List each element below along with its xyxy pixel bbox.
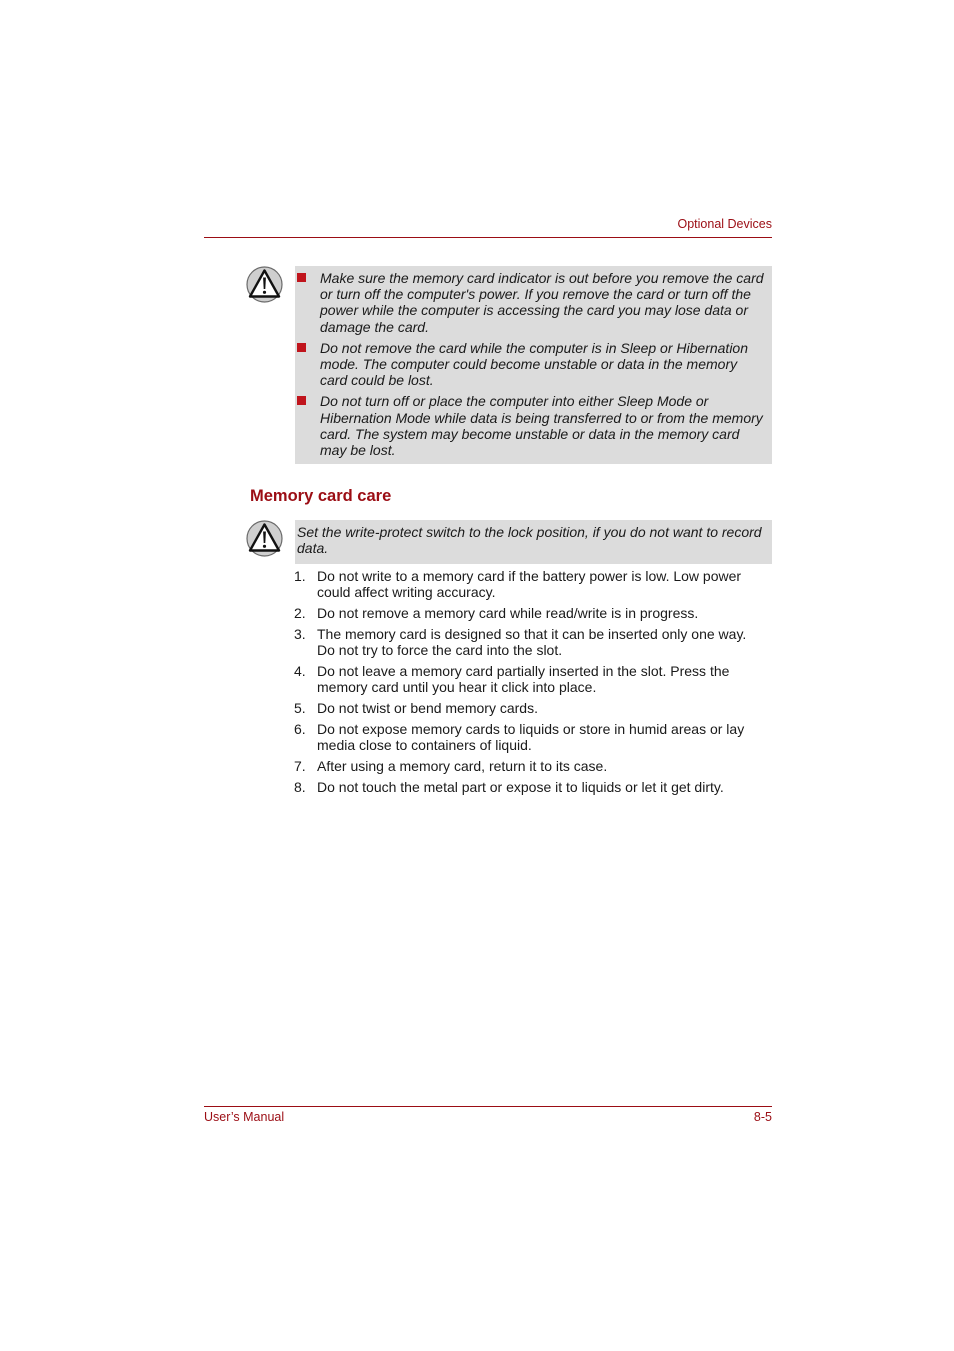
caution-bullet-item <box>295 340 768 389</box>
list-number: 3. <box>294 625 306 642</box>
caution-bullet-item <box>295 393 768 458</box>
list-number: 7. <box>294 758 306 775</box>
memory-care-list <box>294 568 764 800</box>
list-number: 4. <box>294 663 306 680</box>
list-item <box>294 626 764 658</box>
caution-bullet-text: Do not turn off or place the computer into either Sleep Mode or Hibernation Mode while data is being transferred to or from the memory card. The system may become unstable or data in the memory card may be lost. <box>320 393 763 459</box>
list-number: 6. <box>294 721 306 738</box>
caution-note-text: Set the write-protect switch to the lock position, if you do not want to record data. <box>297 524 762 557</box>
caution-bullet-text: Make sure the memory card indicator is out before you remove the card or turn off the computer's power. If you remove the card or turn off the power while the computer is accessing the card you may lose data or damage the card. <box>320 270 764 335</box>
caution-triangle-icon <box>246 520 283 557</box>
page-number: 8-5 <box>753 1110 772 1124</box>
caution-bullet-item <box>295 270 768 335</box>
caution-bullet-text: Do not remove the card while the computer is in Sleep or Hibernation mode. The computer could become unstable or data in the memory card could be lost. <box>320 339 748 389</box>
list-item <box>294 721 764 753</box>
running-header: Optional Devices <box>677 217 772 231</box>
list-number: 2. <box>294 605 306 622</box>
caution-note-box <box>295 520 772 564</box>
list-item-text: Do not write to a memory card if the battery power is low. Low power could affect writing accuracy. <box>317 568 742 601</box>
header-divider <box>204 237 772 238</box>
square-bullet-icon <box>297 396 306 405</box>
list-item-text: The memory card is designed so that it can be inserted only one way. Do not try to force the card into the slot. <box>317 625 747 659</box>
list-item <box>294 663 764 695</box>
list-item-text: After using a memory card, return it to its case. <box>317 758 608 775</box>
list-item <box>294 779 764 795</box>
list-item-text: Do not expose memory cards to liquids or store in humid areas or lay media close to containers of liquid. <box>317 721 745 754</box>
square-bullet-icon <box>297 343 306 352</box>
list-number: 1. <box>294 568 306 584</box>
list-item-text: Do not leave a memory card partially inserted in the slot. Press the memory card until you hear it click into place. <box>317 663 730 696</box>
list-number: 8. <box>294 779 306 796</box>
list-number: 5. <box>294 700 306 717</box>
list-item <box>294 700 764 716</box>
caution-triangle-icon <box>246 266 283 303</box>
list-item <box>294 568 764 600</box>
list-item-text: Do not remove a memory card while read/write is in progress. <box>317 605 699 622</box>
list-item <box>294 758 764 774</box>
footer-manual-title: User’s Manual <box>204 1110 285 1124</box>
square-bullet-icon <box>297 273 306 282</box>
section-heading: Memory card care <box>250 487 392 505</box>
footer-divider <box>204 1106 772 1107</box>
caution-note-box <box>295 266 772 464</box>
list-item <box>294 605 764 621</box>
list-item-text: Do not twist or bend memory cards. <box>317 700 538 717</box>
list-item-text: Do not touch the metal part or expose it to liquids or let it get dirty. <box>317 779 724 796</box>
